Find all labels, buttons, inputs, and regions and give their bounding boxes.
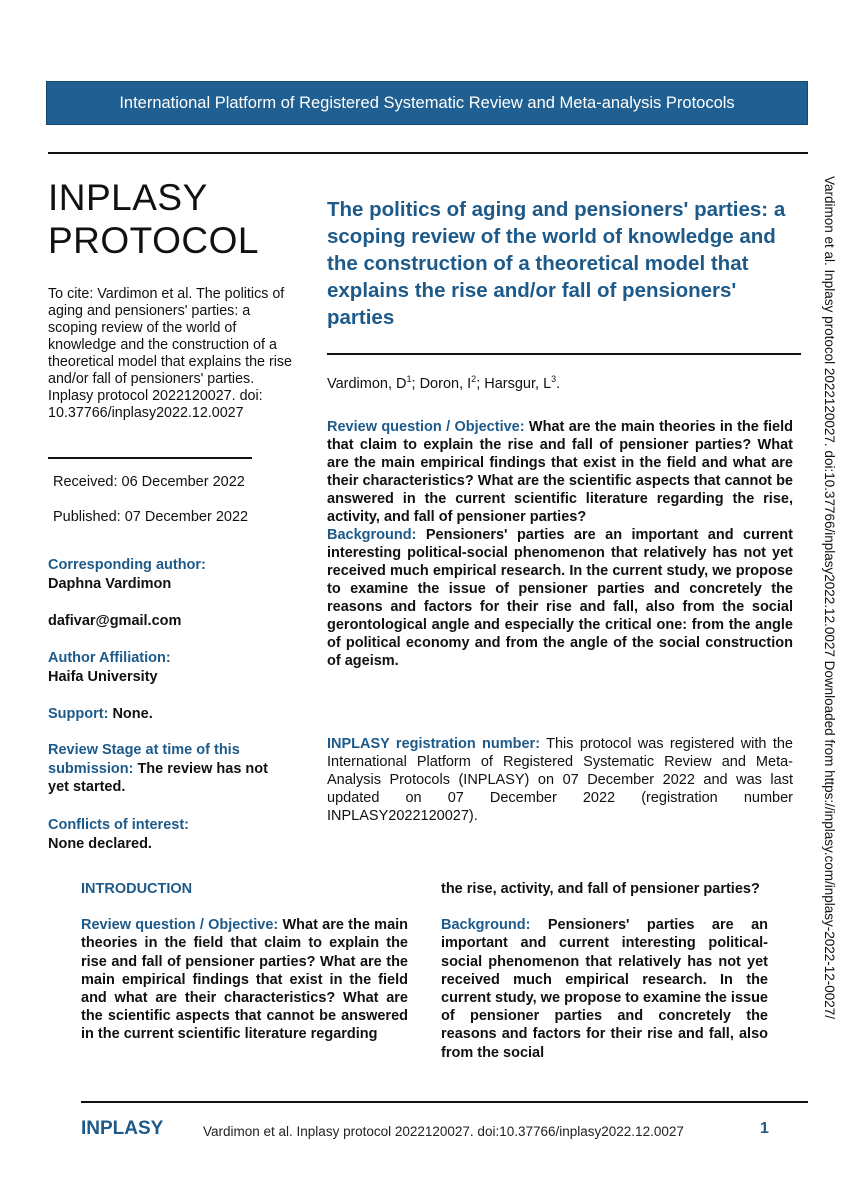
intro-objective-continued: the rise, activity, and fall of pensioner parties? — [441, 881, 760, 897]
download-side-note: Vardimon et al. Inplasy protocol 2022120027. doi:10.37766/inplasy2022.12.0027 Downloaded from https://inplasy.com/inplasy-2022-12-0027/ — [822, 176, 837, 1020]
abstract-background-text: Pensioners' parties are an important and current interesting political-social phenomenon that relatively has not yet received much empirical research. In the current study, we propose to examine the issue of pensioner parties and concretely the reasons and factors for their rise and fall, also from the social gerontological angle and especially the critical one: from the angle of political economy and from the angle of the social construction of ageism. — [327, 527, 793, 669]
abstract — [327, 418, 793, 670]
footer-citation: Vardimon et al. Inplasy protocol 2022120027. doi:10.37766/inplasy2022.12.0027 — [203, 1124, 684, 1139]
conflicts-label: Conflicts of interest: — [48, 817, 189, 833]
title-divider — [327, 353, 801, 355]
author-3: ; Harsgur, L — [476, 375, 552, 392]
author-2-affil: 2 — [471, 374, 477, 384]
received-date: Received: 06 December 2022 — [53, 474, 245, 490]
citation-text: To cite: Vardimon et al. The politics of aging and pensioners' parties: a scoping review of the world of knowledge and the construction of a theoretical model that explains the rise and/or fall of pensioners' parties. Inplasy protocol 2022120027. doi: 10.37766/inplasy2022.12.0027 — [48, 286, 292, 421]
intro-column-1 — [81, 880, 408, 1044]
author-list — [327, 374, 560, 392]
top-divider — [48, 152, 808, 154]
intro-heading: INTRODUCTION — [81, 881, 193, 897]
author-affiliation — [48, 649, 278, 686]
intro-objective-text: What are the main theories in the field that claim to explain the rise and fall of pensioner parties? What are the main empirical findings that exist in the field and what are their characteristics? What are the scientific aspects that cannot be answered in the current scientific literature regarding — [81, 917, 409, 1043]
support-info — [48, 705, 278, 724]
corresponding-author-name: Daphna Vardimon — [48, 575, 172, 592]
author-1: Vardimon, D — [327, 375, 407, 392]
author-list-end: . — [556, 375, 561, 392]
support-label: Support: — [48, 706, 109, 722]
cite-divider — [48, 457, 252, 459]
affiliation-value: Haifa University — [48, 668, 158, 685]
article-title: The politics of aging and pensioners' parties: a scoping review of the world of knowledge and the construction of a theoretical model that explains the rise and/or fall of pensioners' parties — [327, 198, 786, 329]
review-stage — [48, 741, 273, 797]
published-date: Published: 07 December 2022 — [53, 509, 249, 525]
registration-text: This protocol was registered with the International Platform of Registered Systematic Review and Meta-Analysis Protocols (INPLASY) on 07 December 2022 and was last updated on 07 December 2022 (registration number INPLASY2022120027). — [327, 736, 793, 824]
page-number: 1 — [760, 1120, 769, 1137]
intro-background-text: Pensioners' parties are an important and current interesting political-social phenomenon that relatively has not yet received much empirical research. In the current study, we propose to examine the issue of pensioner parties and concretely the reasons and factors for their rise and fall, also from the social — [441, 917, 769, 1061]
registration-label: INPLASY registration number: — [327, 736, 541, 752]
review-stage-value: The review has not yet started. — [48, 760, 268, 795]
corresponding-author-label: Corresponding author: — [48, 557, 206, 573]
protocol-heading-line1: INPLASY — [48, 177, 208, 218]
protocol-heading — [48, 176, 259, 262]
registration-info — [327, 735, 793, 825]
abstract-objective-label: Review question / Objective: — [327, 419, 525, 435]
intro-column-2 — [441, 880, 768, 1062]
conflicts-of-interest — [48, 816, 278, 853]
footer-brand: INPLASY — [81, 1118, 164, 1139]
header-banner: International Platform of Registered Systematic Review and Meta-analysis Protocols — [46, 81, 808, 125]
intro-background-label: Background: — [441, 917, 531, 934]
author-2: ; Doron, I — [411, 375, 472, 392]
author-1-affil: 1 — [406, 374, 412, 384]
affiliation-label: Author Affiliation: — [48, 650, 171, 666]
abstract-objective-text: What are the main theories in the field that claim to explain the rise and fall of pensioner parties? What are the main empirical findings that exist in the field and what are their characteristics? What are the scientific aspects that cannot be answered in the current scientific literature regarding the rise, activity, and fall of pensioner parties? — [327, 419, 793, 525]
footer-divider — [81, 1101, 808, 1103]
intro-objective — [81, 916, 408, 1043]
protocol-heading-line2: PROTOCOL — [48, 220, 259, 261]
intro-objective-label: Review question / Objective: — [81, 917, 279, 934]
support-value: None. — [112, 706, 153, 722]
author-email[interactable]: dafivar@gmail.com — [48, 613, 182, 629]
abstract-objective — [327, 418, 793, 526]
author-3-affil: 3 — [551, 374, 557, 384]
abstract-background-label: Background: — [327, 527, 417, 543]
conflicts-value: None declared. — [48, 835, 152, 852]
corresponding-author — [48, 556, 278, 593]
intro-background — [441, 916, 768, 1062]
review-stage-label: Review Stage at time of this submission: — [48, 742, 240, 777]
abstract-background — [327, 526, 793, 670]
